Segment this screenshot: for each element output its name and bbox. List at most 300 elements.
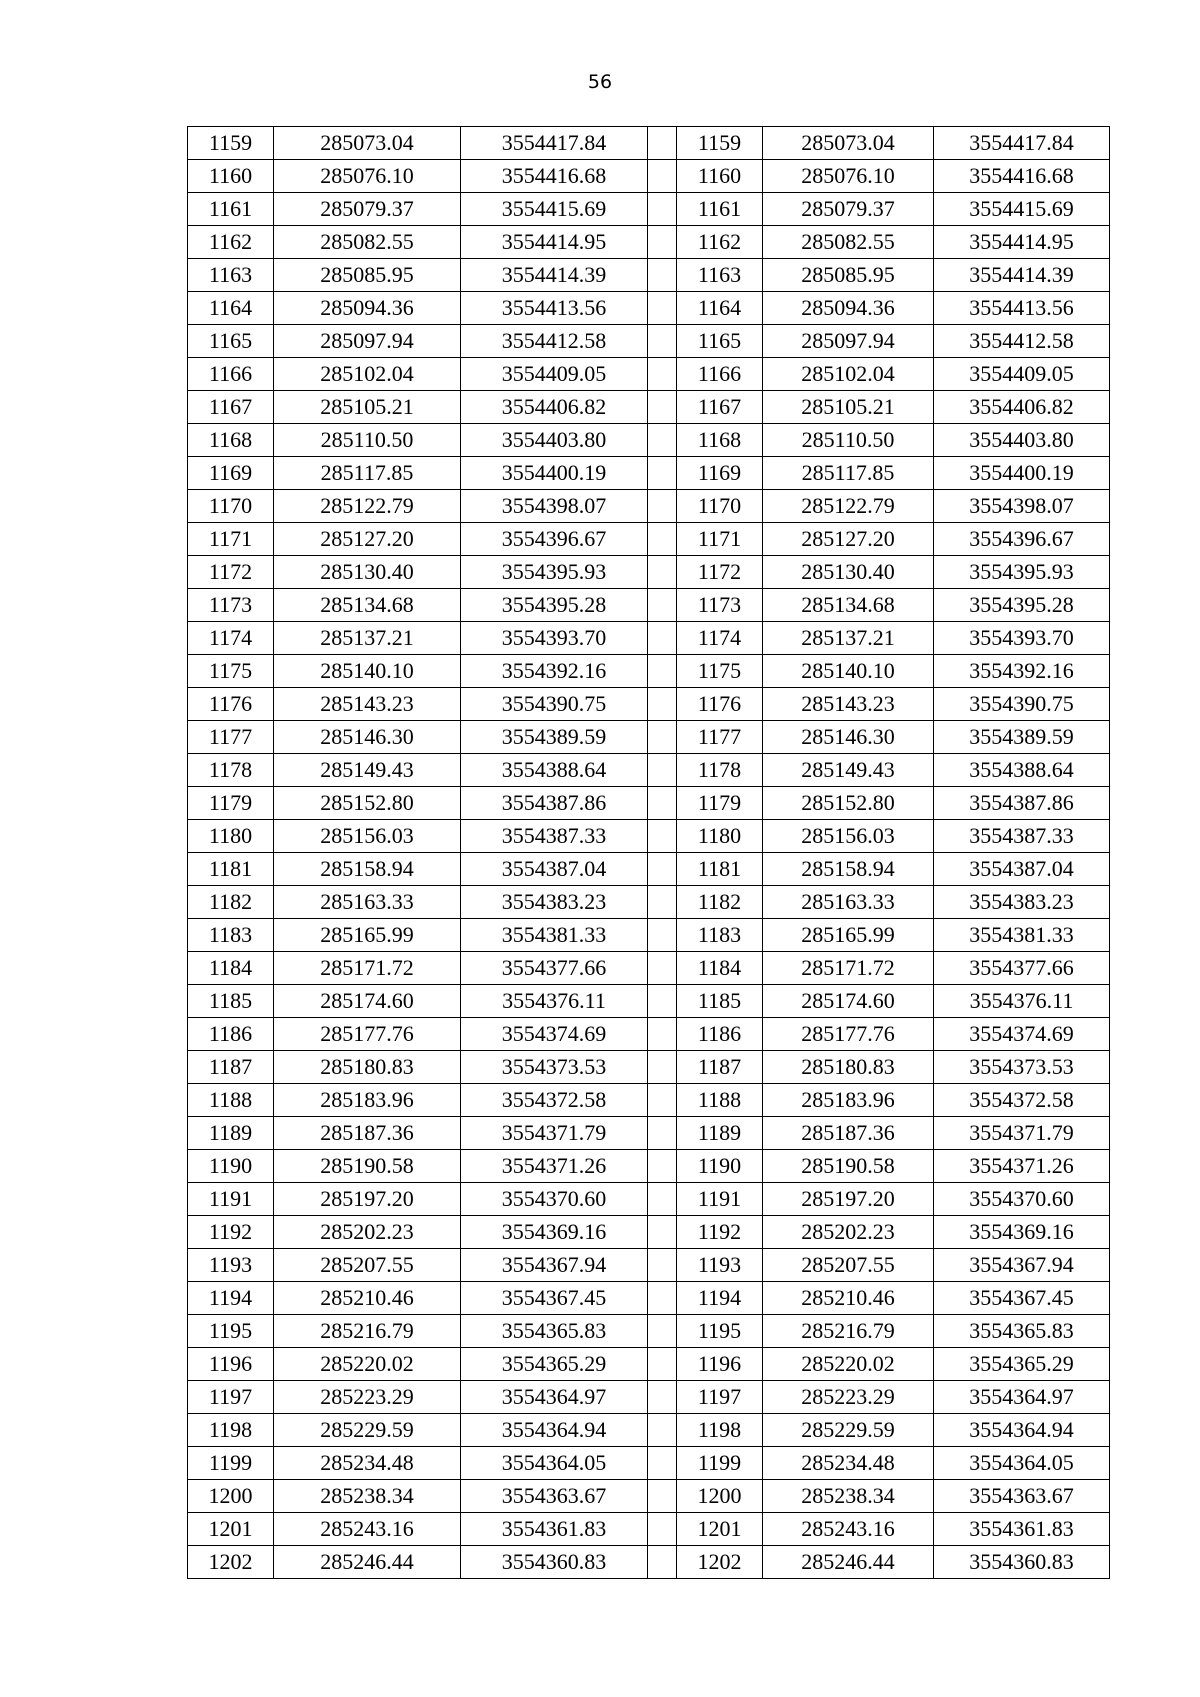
right-point-number-cell: 1194 [677, 1282, 763, 1315]
left-y-coordinate-cell: 3554417.84 [461, 127, 648, 160]
left-point-number-cell: 1160 [188, 160, 274, 193]
right-point-number-cell: 1202 [677, 1546, 763, 1579]
right-y-coordinate-cell: 3554365.29 [934, 1348, 1110, 1381]
spacer-cell [648, 1216, 677, 1249]
left-x-coordinate-cell: 285197.20 [274, 1183, 461, 1216]
spacer-cell [648, 391, 677, 424]
spacer-cell [648, 325, 677, 358]
left-y-coordinate-cell: 3554376.11 [461, 985, 648, 1018]
left-x-coordinate-cell: 285073.04 [274, 127, 461, 160]
table-row [188, 424, 1110, 457]
right-y-coordinate-cell: 3554387.86 [934, 787, 1110, 820]
right-x-coordinate-cell: 285102.04 [763, 358, 934, 391]
table-row [188, 589, 1110, 622]
left-y-coordinate-cell: 3554396.67 [461, 523, 648, 556]
table-row [188, 226, 1110, 259]
spacer-cell [648, 886, 677, 919]
left-y-coordinate-cell: 3554413.56 [461, 292, 648, 325]
right-point-number-cell: 1177 [677, 721, 763, 754]
spacer-cell [648, 292, 677, 325]
right-x-coordinate-cell: 285177.76 [763, 1018, 934, 1051]
right-point-number-cell: 1174 [677, 622, 763, 655]
left-y-coordinate-cell: 3554389.59 [461, 721, 648, 754]
left-y-coordinate-cell: 3554371.26 [461, 1150, 648, 1183]
spacer-cell [648, 1084, 677, 1117]
right-x-coordinate-cell: 285143.23 [763, 688, 934, 721]
right-y-coordinate-cell: 3554396.67 [934, 523, 1110, 556]
right-y-coordinate-cell: 3554370.60 [934, 1183, 1110, 1216]
spacer-cell [648, 490, 677, 523]
right-x-coordinate-cell: 285117.85 [763, 457, 934, 490]
table-row [188, 292, 1110, 325]
right-point-number-cell: 1184 [677, 952, 763, 985]
right-y-coordinate-cell: 3554417.84 [934, 127, 1110, 160]
right-x-coordinate-cell: 285134.68 [763, 589, 934, 622]
spacer-cell [648, 1348, 677, 1381]
right-x-coordinate-cell: 285105.21 [763, 391, 934, 424]
right-point-number-cell: 1173 [677, 589, 763, 622]
right-x-coordinate-cell: 285197.20 [763, 1183, 934, 1216]
left-y-coordinate-cell: 3554364.05 [461, 1447, 648, 1480]
right-x-coordinate-cell: 285180.83 [763, 1051, 934, 1084]
right-x-coordinate-cell: 285076.10 [763, 160, 934, 193]
right-x-coordinate-cell: 285207.55 [763, 1249, 934, 1282]
left-point-number-cell: 1185 [188, 985, 274, 1018]
left-y-coordinate-cell: 3554374.69 [461, 1018, 648, 1051]
spacer-cell [648, 787, 677, 820]
left-point-number-cell: 1198 [188, 1414, 274, 1447]
left-point-number-cell: 1164 [188, 292, 274, 325]
left-point-number-cell: 1167 [188, 391, 274, 424]
left-y-coordinate-cell: 3554367.45 [461, 1282, 648, 1315]
right-y-coordinate-cell: 3554367.94 [934, 1249, 1110, 1282]
table-row [188, 1546, 1110, 1579]
spacer-cell [648, 589, 677, 622]
right-point-number-cell: 1198 [677, 1414, 763, 1447]
right-point-number-cell: 1195 [677, 1315, 763, 1348]
table-row [188, 391, 1110, 424]
table-row [188, 1315, 1110, 1348]
left-y-coordinate-cell: 3554403.80 [461, 424, 648, 457]
right-x-coordinate-cell: 285210.46 [763, 1282, 934, 1315]
coordinates-table [187, 126, 1110, 1579]
table-row [188, 1348, 1110, 1381]
right-point-number-cell: 1176 [677, 688, 763, 721]
left-x-coordinate-cell: 285146.30 [274, 721, 461, 754]
left-y-coordinate-cell: 3554370.60 [461, 1183, 648, 1216]
spacer-cell [648, 853, 677, 886]
spacer-cell [648, 919, 677, 952]
left-x-coordinate-cell: 285149.43 [274, 754, 461, 787]
left-x-coordinate-cell: 285097.94 [274, 325, 461, 358]
right-x-coordinate-cell: 285220.02 [763, 1348, 934, 1381]
right-point-number-cell: 1159 [677, 127, 763, 160]
left-x-coordinate-cell: 285140.10 [274, 655, 461, 688]
right-point-number-cell: 1165 [677, 325, 763, 358]
left-y-coordinate-cell: 3554400.19 [461, 457, 648, 490]
left-y-coordinate-cell: 3554367.94 [461, 1249, 648, 1282]
left-point-number-cell: 1202 [188, 1546, 274, 1579]
right-point-number-cell: 1196 [677, 1348, 763, 1381]
left-x-coordinate-cell: 285122.79 [274, 490, 461, 523]
right-x-coordinate-cell: 285094.36 [763, 292, 934, 325]
left-point-number-cell: 1179 [188, 787, 274, 820]
table-row [188, 1216, 1110, 1249]
table-row [188, 358, 1110, 391]
left-y-coordinate-cell: 3554383.23 [461, 886, 648, 919]
table-row [188, 193, 1110, 226]
spacer-cell [648, 721, 677, 754]
right-point-number-cell: 1200 [677, 1480, 763, 1513]
right-y-coordinate-cell: 3554395.28 [934, 589, 1110, 622]
left-point-number-cell: 1177 [188, 721, 274, 754]
table-row [188, 1117, 1110, 1150]
right-x-coordinate-cell: 285146.30 [763, 721, 934, 754]
right-point-number-cell: 1166 [677, 358, 763, 391]
right-point-number-cell: 1179 [677, 787, 763, 820]
left-y-coordinate-cell: 3554395.93 [461, 556, 648, 589]
right-point-number-cell: 1190 [677, 1150, 763, 1183]
left-x-coordinate-cell: 285137.21 [274, 622, 461, 655]
right-point-number-cell: 1201 [677, 1513, 763, 1546]
right-point-number-cell: 1160 [677, 160, 763, 193]
right-point-number-cell: 1189 [677, 1117, 763, 1150]
right-x-coordinate-cell: 285122.79 [763, 490, 934, 523]
right-x-coordinate-cell: 285140.10 [763, 655, 934, 688]
left-x-coordinate-cell: 285174.60 [274, 985, 461, 1018]
left-y-coordinate-cell: 3554409.05 [461, 358, 648, 391]
spacer-cell [648, 1150, 677, 1183]
right-point-number-cell: 1164 [677, 292, 763, 325]
right-x-coordinate-cell: 285229.59 [763, 1414, 934, 1447]
right-point-number-cell: 1163 [677, 259, 763, 292]
left-x-coordinate-cell: 285156.03 [274, 820, 461, 853]
left-point-number-cell: 1166 [188, 358, 274, 391]
right-x-coordinate-cell: 285234.48 [763, 1447, 934, 1480]
left-point-number-cell: 1169 [188, 457, 274, 490]
left-point-number-cell: 1190 [188, 1150, 274, 1183]
left-point-number-cell: 1197 [188, 1381, 274, 1414]
left-y-coordinate-cell: 3554387.33 [461, 820, 648, 853]
right-y-coordinate-cell: 3554376.11 [934, 985, 1110, 1018]
table-row [188, 1282, 1110, 1315]
left-y-coordinate-cell: 3554406.82 [461, 391, 648, 424]
left-point-number-cell: 1172 [188, 556, 274, 589]
right-point-number-cell: 1167 [677, 391, 763, 424]
table-row [188, 886, 1110, 919]
right-x-coordinate-cell: 285246.44 [763, 1546, 934, 1579]
left-x-coordinate-cell: 285110.50 [274, 424, 461, 457]
right-y-coordinate-cell: 3554387.33 [934, 820, 1110, 853]
spacer-cell [648, 523, 677, 556]
right-point-number-cell: 1183 [677, 919, 763, 952]
left-x-coordinate-cell: 285187.36 [274, 1117, 461, 1150]
table-row [188, 1018, 1110, 1051]
right-y-coordinate-cell: 3554414.95 [934, 226, 1110, 259]
table-row [188, 1084, 1110, 1117]
right-x-coordinate-cell: 285187.36 [763, 1117, 934, 1150]
right-y-coordinate-cell: 3554392.16 [934, 655, 1110, 688]
spacer-cell [648, 1183, 677, 1216]
left-x-coordinate-cell: 285079.37 [274, 193, 461, 226]
right-point-number-cell: 1175 [677, 655, 763, 688]
spacer-cell [648, 1051, 677, 1084]
right-point-number-cell: 1191 [677, 1183, 763, 1216]
spacer-cell [648, 1414, 677, 1447]
spacer-cell [648, 1513, 677, 1546]
left-y-coordinate-cell: 3554387.04 [461, 853, 648, 886]
left-point-number-cell: 1165 [188, 325, 274, 358]
right-point-number-cell: 1187 [677, 1051, 763, 1084]
right-y-coordinate-cell: 3554412.58 [934, 325, 1110, 358]
right-y-coordinate-cell: 3554415.69 [934, 193, 1110, 226]
left-x-coordinate-cell: 285229.59 [274, 1414, 461, 1447]
spacer-cell [648, 655, 677, 688]
left-x-coordinate-cell: 285171.72 [274, 952, 461, 985]
right-y-coordinate-cell: 3554416.68 [934, 160, 1110, 193]
right-x-coordinate-cell: 285174.60 [763, 985, 934, 1018]
right-y-coordinate-cell: 3554364.05 [934, 1447, 1110, 1480]
right-x-coordinate-cell: 285158.94 [763, 853, 934, 886]
left-y-coordinate-cell: 3554412.58 [461, 325, 648, 358]
table-row [188, 820, 1110, 853]
right-x-coordinate-cell: 285238.34 [763, 1480, 934, 1513]
left-point-number-cell: 1201 [188, 1513, 274, 1546]
left-point-number-cell: 1162 [188, 226, 274, 259]
table-row [188, 1183, 1110, 1216]
left-point-number-cell: 1181 [188, 853, 274, 886]
left-y-coordinate-cell: 3554381.33 [461, 919, 648, 952]
table-row [188, 622, 1110, 655]
table-row [188, 787, 1110, 820]
right-point-number-cell: 1161 [677, 193, 763, 226]
page-number: 56 [587, 71, 613, 93]
left-point-number-cell: 1194 [188, 1282, 274, 1315]
left-x-coordinate-cell: 285163.33 [274, 886, 461, 919]
right-y-coordinate-cell: 3554388.64 [934, 754, 1110, 787]
table-row [188, 952, 1110, 985]
table-row [188, 325, 1110, 358]
right-x-coordinate-cell: 285163.33 [763, 886, 934, 919]
right-x-coordinate-cell: 285149.43 [763, 754, 934, 787]
right-y-coordinate-cell: 3554387.04 [934, 853, 1110, 886]
right-x-coordinate-cell: 285202.23 [763, 1216, 934, 1249]
right-y-coordinate-cell: 3554383.23 [934, 886, 1110, 919]
right-y-coordinate-cell: 3554373.53 [934, 1051, 1110, 1084]
right-y-coordinate-cell: 3554400.19 [934, 457, 1110, 490]
spacer-cell [648, 457, 677, 490]
right-x-coordinate-cell: 285183.96 [763, 1084, 934, 1117]
right-x-coordinate-cell: 285216.79 [763, 1315, 934, 1348]
left-x-coordinate-cell: 285190.58 [274, 1150, 461, 1183]
table-row [188, 127, 1110, 160]
left-x-coordinate-cell: 285152.80 [274, 787, 461, 820]
right-point-number-cell: 1185 [677, 985, 763, 1018]
right-point-number-cell: 1178 [677, 754, 763, 787]
right-y-coordinate-cell: 3554369.16 [934, 1216, 1110, 1249]
spacer-cell [648, 226, 677, 259]
left-point-number-cell: 1188 [188, 1084, 274, 1117]
left-x-coordinate-cell: 285130.40 [274, 556, 461, 589]
left-point-number-cell: 1178 [188, 754, 274, 787]
left-y-coordinate-cell: 3554373.53 [461, 1051, 648, 1084]
left-point-number-cell: 1168 [188, 424, 274, 457]
left-x-coordinate-cell: 285177.76 [274, 1018, 461, 1051]
left-point-number-cell: 1184 [188, 952, 274, 985]
right-x-coordinate-cell: 285127.20 [763, 523, 934, 556]
right-y-coordinate-cell: 3554395.93 [934, 556, 1110, 589]
left-x-coordinate-cell: 285183.96 [274, 1084, 461, 1117]
spacer-cell [648, 1117, 677, 1150]
right-x-coordinate-cell: 285156.03 [763, 820, 934, 853]
table-row [188, 853, 1110, 886]
spacer-cell [648, 1480, 677, 1513]
table-row [188, 1051, 1110, 1084]
right-point-number-cell: 1199 [677, 1447, 763, 1480]
right-x-coordinate-cell: 285130.40 [763, 556, 934, 589]
spacer-cell [648, 193, 677, 226]
right-x-coordinate-cell: 285223.29 [763, 1381, 934, 1414]
left-point-number-cell: 1171 [188, 523, 274, 556]
spacer-cell [648, 754, 677, 787]
left-x-coordinate-cell: 285180.83 [274, 1051, 461, 1084]
right-y-coordinate-cell: 3554390.75 [934, 688, 1110, 721]
right-y-coordinate-cell: 3554409.05 [934, 358, 1110, 391]
coordinates-table-body [188, 127, 1110, 1579]
table-row [188, 754, 1110, 787]
left-y-coordinate-cell: 3554398.07 [461, 490, 648, 523]
spacer-cell [648, 1546, 677, 1579]
left-y-coordinate-cell: 3554360.83 [461, 1546, 648, 1579]
left-point-number-cell: 1175 [188, 655, 274, 688]
table-row [188, 1150, 1110, 1183]
left-y-coordinate-cell: 3554414.39 [461, 259, 648, 292]
right-y-coordinate-cell: 3554398.07 [934, 490, 1110, 523]
left-point-number-cell: 1182 [188, 886, 274, 919]
right-point-number-cell: 1186 [677, 1018, 763, 1051]
right-point-number-cell: 1192 [677, 1216, 763, 1249]
left-y-coordinate-cell: 3554361.83 [461, 1513, 648, 1546]
left-y-coordinate-cell: 3554415.69 [461, 193, 648, 226]
spacer-cell [648, 160, 677, 193]
spacer-cell [648, 424, 677, 457]
left-point-number-cell: 1186 [188, 1018, 274, 1051]
table-row [188, 721, 1110, 754]
left-point-number-cell: 1163 [188, 259, 274, 292]
right-point-number-cell: 1171 [677, 523, 763, 556]
left-y-coordinate-cell: 3554387.86 [461, 787, 648, 820]
spacer-cell [648, 820, 677, 853]
table-row [188, 1447, 1110, 1480]
left-y-coordinate-cell: 3554390.75 [461, 688, 648, 721]
left-y-coordinate-cell: 3554363.67 [461, 1480, 648, 1513]
spacer-cell [648, 1381, 677, 1414]
right-y-coordinate-cell: 3554414.39 [934, 259, 1110, 292]
right-x-coordinate-cell: 285165.99 [763, 919, 934, 952]
left-point-number-cell: 1192 [188, 1216, 274, 1249]
right-point-number-cell: 1182 [677, 886, 763, 919]
left-point-number-cell: 1173 [188, 589, 274, 622]
left-x-coordinate-cell: 285127.20 [274, 523, 461, 556]
left-x-coordinate-cell: 285243.16 [274, 1513, 461, 1546]
left-x-coordinate-cell: 285238.34 [274, 1480, 461, 1513]
left-point-number-cell: 1195 [188, 1315, 274, 1348]
right-y-coordinate-cell: 3554393.70 [934, 622, 1110, 655]
right-y-coordinate-cell: 3554377.66 [934, 952, 1110, 985]
right-y-coordinate-cell: 3554374.69 [934, 1018, 1110, 1051]
right-point-number-cell: 1169 [677, 457, 763, 490]
right-x-coordinate-cell: 285079.37 [763, 193, 934, 226]
left-y-coordinate-cell: 3554369.16 [461, 1216, 648, 1249]
spacer-cell [648, 952, 677, 985]
right-point-number-cell: 1168 [677, 424, 763, 457]
left-x-coordinate-cell: 285216.79 [274, 1315, 461, 1348]
table-row [188, 1249, 1110, 1282]
spacer-cell [648, 688, 677, 721]
left-y-coordinate-cell: 3554364.94 [461, 1414, 648, 1447]
table-row [188, 688, 1110, 721]
right-y-coordinate-cell: 3554363.67 [934, 1480, 1110, 1513]
left-y-coordinate-cell: 3554371.79 [461, 1117, 648, 1150]
right-y-coordinate-cell: 3554413.56 [934, 292, 1110, 325]
right-point-number-cell: 1172 [677, 556, 763, 589]
right-x-coordinate-cell: 285110.50 [763, 424, 934, 457]
spacer-cell [648, 127, 677, 160]
spacer-cell [648, 1249, 677, 1282]
left-x-coordinate-cell: 285158.94 [274, 853, 461, 886]
spacer-cell [648, 556, 677, 589]
left-point-number-cell: 1180 [188, 820, 274, 853]
table-row [188, 655, 1110, 688]
left-y-coordinate-cell: 3554377.66 [461, 952, 648, 985]
left-y-coordinate-cell: 3554414.95 [461, 226, 648, 259]
left-point-number-cell: 1187 [188, 1051, 274, 1084]
spacer-cell [648, 1447, 677, 1480]
right-point-number-cell: 1162 [677, 226, 763, 259]
right-x-coordinate-cell: 285085.95 [763, 259, 934, 292]
table-row [188, 985, 1110, 1018]
left-y-coordinate-cell: 3554388.64 [461, 754, 648, 787]
spacer-cell [648, 985, 677, 1018]
left-x-coordinate-cell: 285082.55 [274, 226, 461, 259]
right-y-coordinate-cell: 3554371.79 [934, 1117, 1110, 1150]
right-point-number-cell: 1197 [677, 1381, 763, 1414]
left-x-coordinate-cell: 285143.23 [274, 688, 461, 721]
left-x-coordinate-cell: 285202.23 [274, 1216, 461, 1249]
right-y-coordinate-cell: 3554371.26 [934, 1150, 1110, 1183]
left-x-coordinate-cell: 285085.95 [274, 259, 461, 292]
right-x-coordinate-cell: 285243.16 [763, 1513, 934, 1546]
spacer-cell [648, 358, 677, 391]
right-x-coordinate-cell: 285171.72 [763, 952, 934, 985]
left-x-coordinate-cell: 285207.55 [274, 1249, 461, 1282]
left-point-number-cell: 1183 [188, 919, 274, 952]
left-point-number-cell: 1170 [188, 490, 274, 523]
right-y-coordinate-cell: 3554381.33 [934, 919, 1110, 952]
left-x-coordinate-cell: 285223.29 [274, 1381, 461, 1414]
spacer-cell [648, 259, 677, 292]
right-x-coordinate-cell: 285190.58 [763, 1150, 934, 1183]
table-row [188, 1480, 1110, 1513]
left-x-coordinate-cell: 285105.21 [274, 391, 461, 424]
left-y-coordinate-cell: 3554395.28 [461, 589, 648, 622]
left-y-coordinate-cell: 3554372.58 [461, 1084, 648, 1117]
table-row [188, 457, 1110, 490]
spacer-cell [648, 1315, 677, 1348]
left-point-number-cell: 1174 [188, 622, 274, 655]
left-x-coordinate-cell: 285117.85 [274, 457, 461, 490]
table-row [188, 259, 1110, 292]
